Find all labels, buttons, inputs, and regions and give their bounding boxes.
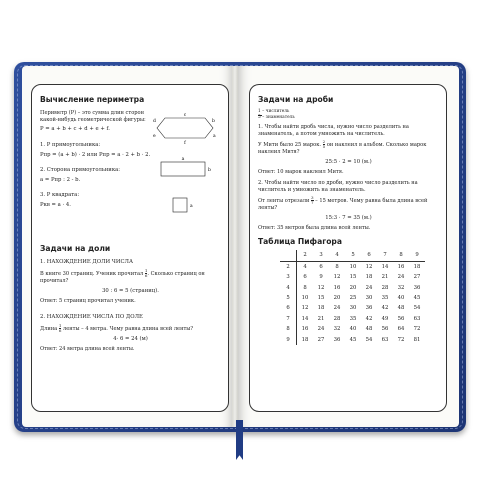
- pythagoras-header-cell: 5: [345, 250, 361, 261]
- pythagoras-cell: 14: [301, 315, 309, 322]
- pythagoras-cell: 48: [397, 305, 405, 312]
- hex-label-e: e: [153, 134, 156, 139]
- share-task1-frac-den: 6: [144, 273, 148, 279]
- pythagoras-header-cell: 4: [329, 250, 345, 261]
- share-task1-text-a: В книге 30 страниц. Ученик прочитал: [40, 271, 144, 278]
- pythagoras-cell: 36: [365, 305, 373, 312]
- fraction-rule2: 2. Чтобы найти число по дроби, нужно число разделить на числитель и умножить на знаменатель.: [258, 180, 418, 193]
- fraction-ex1-text-a: У Мити было 25 марок.: [258, 142, 322, 149]
- notebook-spine: [232, 66, 238, 427]
- pythagoras-header-cell: 9: [409, 250, 425, 261]
- fraction-ex2-text: [258, 196, 439, 212]
- pythagoras-cell: 35: [349, 315, 357, 322]
- pythagoras-row-label: 4: [280, 282, 297, 292]
- pythagoras-header-cell: 8: [393, 250, 409, 261]
- pythagoras-cell: 48: [365, 326, 373, 333]
- pythagoras-cell: 42: [365, 315, 373, 322]
- share-task1-calc: 30 : 6 = 5 (страниц).: [102, 287, 159, 294]
- pythagoras-cell: 16: [397, 263, 405, 270]
- pythagoras-cell: 30: [365, 294, 373, 301]
- pythagoras-cell: 72: [413, 326, 421, 333]
- fraction-ex2-frac-den: 7: [310, 200, 314, 206]
- pythagoras-cell: 12: [333, 274, 341, 281]
- pythagoras-cell: 14: [381, 263, 389, 270]
- fraction-ex2-calc: 15:3 · 7 = 35 (м.): [325, 215, 372, 222]
- pythagoras-row: [280, 261, 425, 272]
- pythagoras-cell: 42: [381, 305, 389, 312]
- share-task1-answer: Ответ: 5 страниц прочитал ученик.: [40, 297, 136, 304]
- hex-label-a: a: [213, 134, 216, 139]
- rect-perimeter-heading: 1. P прямоугольника:: [40, 141, 101, 148]
- pythagoras-row: [280, 334, 425, 344]
- pythagoras-cell: 54: [365, 336, 373, 343]
- geometry-figures: [151, 110, 221, 234]
- fraction-definition: [258, 110, 439, 121]
- share-task2-text: [40, 324, 221, 333]
- pythagoras-cell: 10: [301, 294, 309, 301]
- rectangle-figure: [161, 157, 211, 176]
- geometry-figures-svg: [151, 110, 221, 230]
- pythagoras-cell: 32: [397, 284, 405, 291]
- pythagoras-row-label: 2: [280, 261, 297, 272]
- pythagoras-cell: 10: [349, 263, 357, 270]
- pythagoras-cell: 16: [301, 326, 309, 333]
- bookmark-ribbon[interactable]: [236, 420, 243, 460]
- perimeter-formula: P = a + b + c + d + e + f.: [40, 126, 110, 133]
- pythagoras-cell: 15: [349, 274, 357, 281]
- pythagoras-cell: 24: [333, 305, 341, 312]
- fractions-title: Задачи на дроби: [258, 95, 334, 104]
- fraction-def-den: 5: [258, 114, 261, 120]
- pythagoras-header-cell: 2: [297, 250, 314, 261]
- share-task1-text: [40, 269, 221, 285]
- fraction-def-den-label: – знаменатель: [262, 114, 295, 120]
- pythagoras-cell: 28: [381, 284, 389, 291]
- pythagoras-row-label: 9: [280, 334, 297, 344]
- fraction-rule1: 1. Чтобы найти дробь числа, нужно число разделить на знаменатель, а потом умножить на числитель.: [258, 123, 409, 137]
- pythagoras-cell: 24: [365, 284, 373, 291]
- pythagoras-cell: 54: [413, 305, 421, 312]
- square-perimeter-heading: 3. P квадрата:: [40, 192, 80, 199]
- rect-label-a: a: [181, 157, 185, 162]
- fraction-ex2-fraction: [311, 196, 314, 205]
- pythagoras-cell: 8: [335, 263, 339, 270]
- share-task2-frac-den: 6: [58, 328, 62, 333]
- fraction-ex1-fraction: [323, 140, 326, 149]
- pythagoras-cell: 36: [413, 284, 421, 291]
- hex-label-d: d: [153, 119, 156, 124]
- pythagoras-row: [280, 324, 425, 334]
- pythagoras-cell: 27: [413, 274, 421, 281]
- pythagoras-cell: 45: [413, 294, 421, 301]
- shares-title: Задачи на доли: [40, 244, 111, 253]
- fraction-ex1-calc: 25:5 · 2 = 10 (м.): [325, 159, 372, 166]
- right-page-frame: [249, 84, 447, 412]
- pythagoras-cell: 18: [317, 305, 325, 312]
- rect-side-heading: 2. Сторона прямоугольника:: [40, 166, 121, 173]
- pythagoras-cell: 18: [413, 263, 421, 270]
- fraction-ex1-frac-num: 2: [322, 139, 326, 145]
- pythagoras-cell: 24: [317, 326, 325, 333]
- share-task2-text-a: Длина: [40, 326, 58, 332]
- pythagoras-cell: 12: [365, 263, 373, 270]
- pythagoras-cell: 49: [381, 315, 389, 322]
- pythagoras-cell: 81: [413, 336, 421, 343]
- pythagoras-cell: 30: [349, 305, 357, 312]
- share-task2-answer: Ответ: 24 метра длина всей ленты.: [40, 346, 135, 352]
- pythagoras-cell: 25: [349, 294, 357, 301]
- pythagoras-row: [280, 314, 425, 324]
- perimeter-title: Вычисление периметра: [40, 95, 145, 104]
- fraction-ex1-answer: Ответ: 10 марок наклеил Митя.: [258, 169, 344, 176]
- pythagoras-cell: 15: [317, 294, 325, 301]
- share-task2-heading: 2. НАХОЖДЕНИЕ ЧИСЛА ПО ДОЛЕ: [40, 313, 143, 320]
- pythagoras-cell: 21: [381, 274, 389, 281]
- pythagoras-cell: 35: [381, 294, 389, 301]
- pythagoras-cell: 56: [381, 326, 389, 333]
- pythagoras-cell: 32: [333, 326, 341, 333]
- share-task1-frac-num: 1: [144, 268, 148, 274]
- hex-label-b: b: [212, 119, 215, 124]
- pythagoras-cell: 20: [349, 284, 357, 291]
- pythagoras-cell: 8: [303, 284, 307, 291]
- pythagoras-cell: 27: [317, 336, 325, 343]
- fraction-def-num: 1: [258, 109, 261, 114]
- pythagoras-cell: 18: [301, 336, 309, 343]
- share-task1-heading: 1. НАХОЖДЕНИЕ ДОЛИ ЧИСЛА: [40, 259, 133, 265]
- fraction-ex1-frac-den: 5: [322, 144, 326, 150]
- pythagoras-row-label: 3: [280, 272, 297, 282]
- pythagoras-corner-cell: [280, 250, 297, 261]
- fraction-ex2-text-a: От ленты отрезали: [258, 198, 310, 205]
- pythagoras-header-cell: 6: [361, 250, 377, 261]
- pythagoras-cell: 4: [303, 263, 307, 270]
- pythagoras-cell: 45: [349, 336, 357, 343]
- square-perimeter-formula: Pкв = a · 4.: [40, 202, 71, 209]
- square-figure: [173, 198, 193, 212]
- hex-label-c: c: [183, 113, 187, 118]
- hexagon-figure: [153, 113, 216, 146]
- hex-label-f: f: [184, 141, 186, 146]
- pythagoras-row-label: 6: [280, 303, 297, 313]
- pythagoras-header-cell: 3: [313, 250, 329, 261]
- pythagoras-cell: 24: [397, 274, 405, 281]
- rect-side-formula: a = Pпр : 2 - b.: [40, 177, 81, 183]
- fraction-ex1-text: [258, 140, 439, 156]
- share-task2-text-b: ленты – 4 метра. Чему равна длина всей ленты?: [63, 326, 194, 332]
- pythagoras-row-label: 5: [280, 293, 297, 303]
- pythagoras-row: [280, 272, 425, 282]
- pythagoras-header-row: [280, 250, 425, 261]
- pythagoras-header-cell: 7: [377, 250, 393, 261]
- pythagoras-table: [280, 250, 425, 345]
- fraction-ex2-answer: Ответ: 35 метров была длина всей ленты.: [258, 225, 371, 232]
- share-task2-frac-num: 1: [58, 323, 62, 328]
- rect-label-b: b: [208, 168, 211, 173]
- pythagoras-cell: 64: [397, 326, 405, 333]
- pythagoras-row-label: 7: [280, 314, 297, 324]
- pythagoras-row: [280, 293, 425, 303]
- pythagoras-cell: 12: [301, 305, 309, 312]
- pythagoras-cell: 16: [333, 284, 341, 291]
- share-task2-calc: 4· 6 = 24 (м): [113, 336, 148, 342]
- fraction-ex2-frac-num: 3: [310, 195, 314, 201]
- fraction-ex2-text-b: – 15 метров. Чему равна была длина всей ленты?: [258, 198, 428, 212]
- perimeter-section: [40, 110, 221, 234]
- fraction-def-num-label: – числитель: [262, 109, 290, 114]
- share-task1-text-b: . Сколько страниц он прочитал?: [40, 271, 205, 285]
- perimeter-definition: Периметр (P) – это сумма длин сторон какой-нибудь геометрической фигуры:: [40, 110, 146, 123]
- pythagoras-row: [280, 303, 425, 313]
- share-task2-fraction: [59, 324, 62, 333]
- pythagoras-cell: 56: [397, 315, 405, 322]
- pythagoras-title: Таблица Пифагора: [258, 237, 342, 247]
- rect-perimeter-formula: Pпр = (a + b) · 2 или Pпр = a · 2 + b · 2.: [40, 151, 151, 158]
- pythagoras-cell: 72: [397, 336, 405, 343]
- pythagoras-cell: 63: [381, 336, 389, 343]
- pythagoras-cell: 36: [333, 336, 341, 343]
- pythagoras-cell: 28: [333, 315, 341, 322]
- pythagoras-cell: 6: [303, 274, 307, 281]
- left-page-frame: [31, 84, 229, 412]
- square-label-a: a: [190, 204, 193, 209]
- pythagoras-cell: 40: [397, 294, 405, 301]
- pythagoras-cell: 9: [319, 274, 323, 281]
- pythagoras-cell: 63: [413, 315, 421, 322]
- pythagoras-row-label: 8: [280, 324, 297, 334]
- pythagoras-cell: 6: [319, 263, 323, 270]
- pythagoras-cell: 20: [333, 294, 341, 301]
- fraction-ex1-text-b: он наклеил в альбом. Сколько марок наклеил Митя?: [258, 142, 427, 156]
- pythagoras-cell: 12: [317, 284, 325, 291]
- pythagoras-row: [280, 282, 425, 292]
- pythagoras-cell: 18: [365, 274, 373, 281]
- pythagoras-cell: 21: [317, 315, 325, 322]
- pythagoras-cell: 40: [349, 326, 357, 333]
